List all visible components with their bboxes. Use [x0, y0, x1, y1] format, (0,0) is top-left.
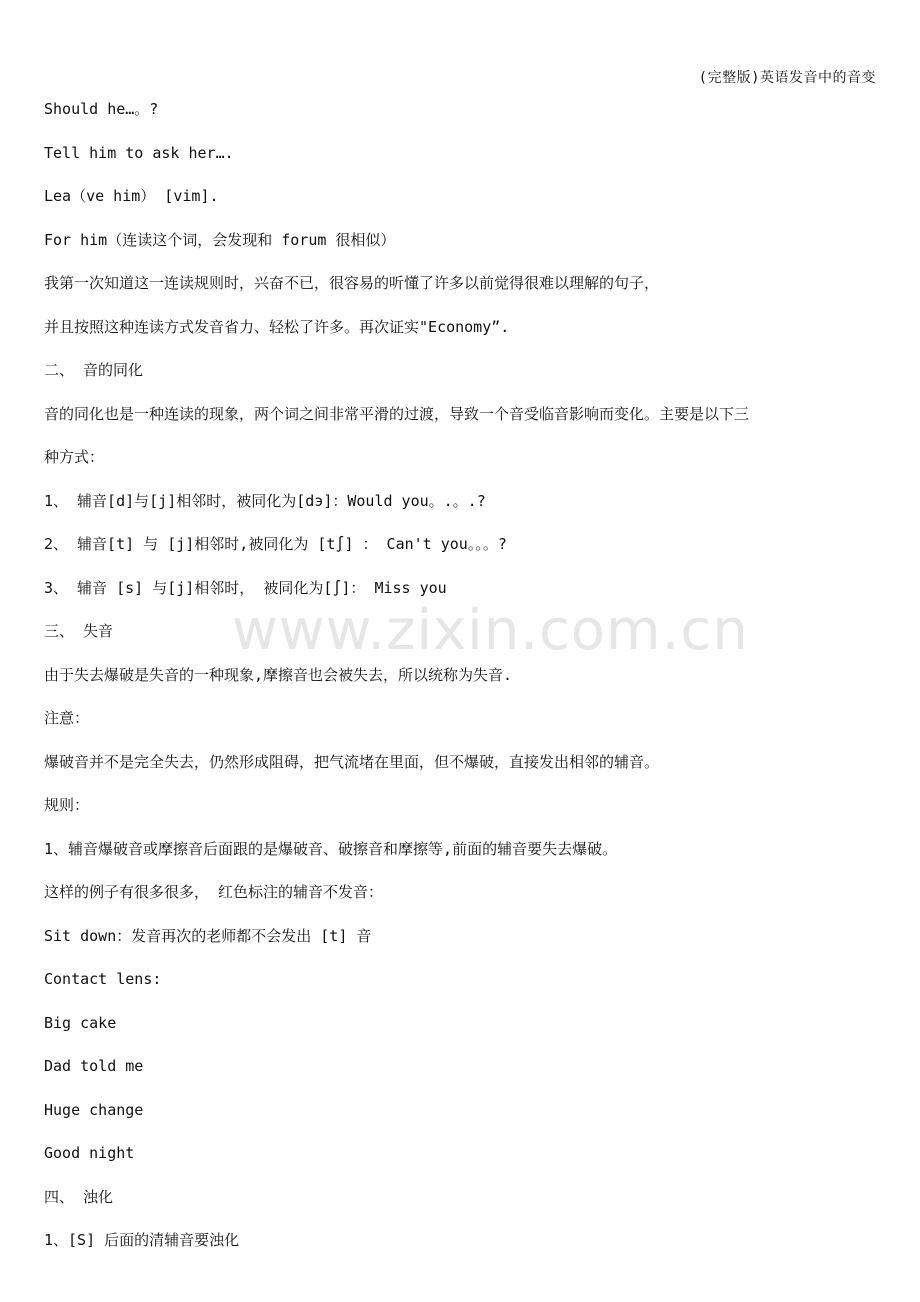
- text-line: Should he…。?: [44, 100, 159, 118]
- text-line: Lea（ve him） [vim].: [44, 187, 219, 205]
- section-heading: 三、 失音: [44, 622, 114, 640]
- example-line: Huge change: [44, 1100, 144, 1119]
- section-heading: 四、 浊化: [44, 1187, 114, 1206]
- example-line: Dad told me: [44, 1057, 144, 1075]
- list-item: 1、辅音爆破音或摩擦音后面跟的是爆破音、破擦音和摩擦等,前面的辅音要失去爆破。: [44, 839, 618, 858]
- document-header: (完整版)英语发音中的音变: [698, 70, 876, 86]
- text-line: 由于失去爆破是失音的一种现象,摩擦音也会被失去，所以统称为失音.: [44, 665, 513, 684]
- list-item: 3、 辅音 [s] 与[j]相邻时， 被同化为[∫]： Miss you: [44, 578, 447, 597]
- text-line: 音的同化也是一种连读的现象，两个词之间非常平滑的过渡，导致一个音受临音影响而变化。主要是以下三: [44, 404, 750, 423]
- watermark: www.zixin.com.cn: [232, 598, 749, 663]
- example-line: Contact lens:: [44, 970, 162, 988]
- text-line: For him（连读这个词，会发现和 forum 很相似）: [44, 230, 396, 249]
- document-body: [44, 98, 884, 1273]
- text-line: 并且按照这种连读方式发音省力、轻松了许多。再次证实"Economy”.: [44, 317, 510, 336]
- example-line: Good night: [44, 1144, 135, 1162]
- text-line: 种方式：: [44, 448, 105, 466]
- text-line: 注意：: [44, 709, 90, 727]
- list-item: 1、[S] 后面的清辅音要浊化: [44, 1231, 240, 1249]
- text-line: 我第一次知道这一连读规则时，兴奋不已，很容易的听懂了许多以前觉得很难以理解的句子，: [44, 274, 660, 292]
- list-item: 2、 辅音[t] 与 [j]相邻时,被同化为 [t∫] ： Can't you。。。?: [44, 535, 507, 553]
- text-line: 这样的例子有很多很多， 红色标注的辅音不发音：: [44, 883, 384, 901]
- example-line: Sit down：发音再次的老师都不会发出 [t] 音: [44, 926, 372, 945]
- list-item: 1、 辅音[d]与[j]相邻时，被同化为[dэ]：Would you。.。.?: [44, 491, 486, 510]
- text-line: 规则：: [44, 796, 90, 814]
- section-heading: 二、 音的同化: [44, 361, 144, 379]
- text-line: 爆破音并不是完全失去，仍然形成阻碍，把气流堵在里面，但不爆破，直接发出相邻的辅音。: [44, 752, 660, 771]
- example-line: Big cake: [44, 1013, 117, 1032]
- text-line: Tell him to ask her….: [44, 143, 234, 162]
